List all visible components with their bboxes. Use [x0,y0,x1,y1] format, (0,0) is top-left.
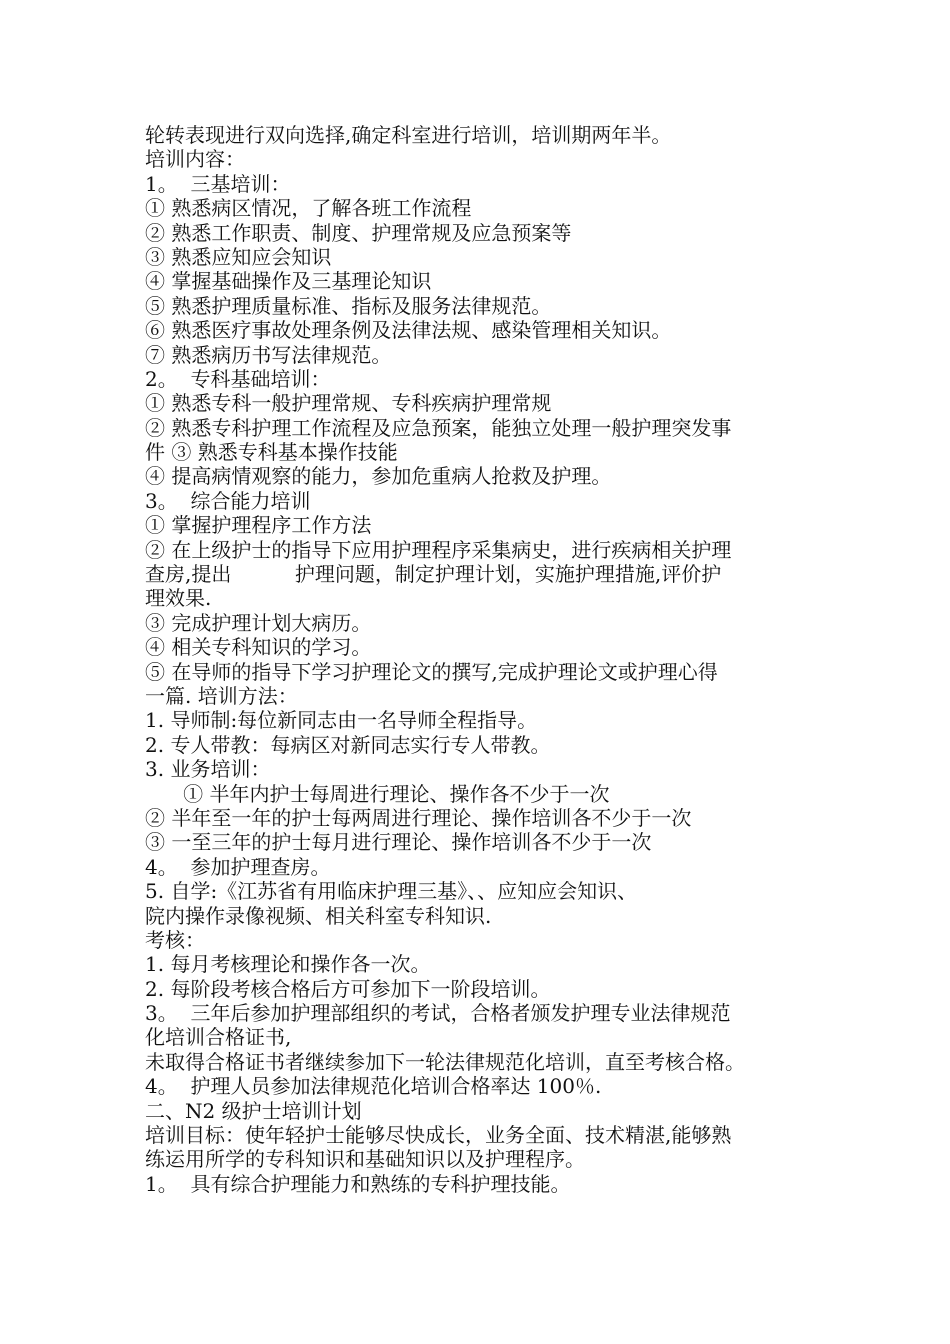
text-line: 培训目标：使年轻护士能够尽快成长，业务全面、技术精湛,能够熟 [145,1123,732,1148]
list-item: ③ 熟悉应知应会知识 [145,244,332,269]
list-item: 件 ③ 熟悉专科基本操作技能 [145,440,398,465]
list-item: ④ 相关专科知识的学习。 [145,635,372,660]
list-item: ⑤ 在导师的指导下学习护理论文的撰写,完成护理论文或护理心得 [145,659,718,684]
text-line: 练运用所学的专科知识和基础知识以及护理程序。 [145,1147,585,1172]
list-item: 1. 每月考核理论和操作各一次。 [145,952,431,977]
list-item: ① 熟悉病区情况，了解各班工作流程 [145,196,472,221]
list-item: ⑥ 熟悉医疗事故处理条例及法律法规、感染管理相关知识。 [145,318,672,343]
list-item: ④ 提高病情观察的能力，参加危重病人抢救及护理。 [145,464,612,489]
list-item: 4。 参加护理查房。 [145,854,331,879]
list-heading: 2。 专科基础培训： [145,366,331,391]
list-item: 1. 导师制:每位新同志由一名导师全程指导。 [145,708,538,733]
list-heading: 1。 三基培训： [145,171,291,196]
list-item: ② 半年至一年的护士每两周进行理论、操作培训各不少于一次 [145,805,692,830]
list-item: ④ 掌握基础操作及三基理论知识 [145,269,432,294]
list-item: ① 掌握护理程序工作方法 [145,513,372,538]
list-item: ⑤ 熟悉护理质量标准、指标及服务法律规范。 [145,293,552,318]
list-item: 2. 专人带教：每病区对新同志实行专人带教。 [145,732,551,757]
section-heading-content: 培训内容： [145,147,245,172]
list-item: 1。 具有综合护理能力和熟练的专科护理技能。 [145,1171,571,1196]
list-item: 院内操作录像视频、相关科室专科知识. [145,903,492,928]
list-item: ⑦ 熟悉病历书写法律规范。 [145,342,392,367]
list-item: ② 在上级护士的指导下应用护理程序采集病史，进行疾病相关护理 [145,537,732,562]
list-heading: 3。 综合能力培训 [145,488,311,513]
document-body [145,123,815,1196]
list-item: ① 熟悉专科一般护理常规、专科疾病护理常规 [145,391,552,416]
list-item: 4。 护理人员参加法律规范化培训合格率达 100％. [145,1074,602,1099]
section-heading-assessment: 考核： [145,927,205,952]
list-item: 理效果. [145,586,212,611]
section-heading-n2: 二、N2 级护士培训计划 [145,1098,362,1123]
section-heading-method: 一篇. 培训方法： [145,683,298,708]
list-item: 未取得合格证书者继续参加下一轮法律规范化培训，直至考核合格。 [145,1049,745,1074]
list-item: ② 熟悉专科护理工作流程及应急预案，能独立处理一般护理突发事 [145,415,732,440]
list-item: ② 熟悉工作职责、制度、护理常规及应急预案等 [145,220,572,245]
list-item: 2. 每阶段考核合格后方可参加下一阶段培训。 [145,976,551,1001]
list-item: 查房,提出 护理问题，制定护理计划，实施护理措施,评价护 [145,562,722,587]
list-item: ① 半年内护士每周进行理论、操作各不少于一次 [145,781,610,806]
list-item: 3. 业务培训： [145,757,271,782]
text-line: 轮转表现进行双向选择,确定科室进行培训，培训期两年半。 [145,123,672,147]
list-item: ③ 一至三年的护士每月进行理论、操作培训各不少于一次 [145,830,652,855]
list-item: 化培训合格证书, [145,1025,292,1050]
list-item: ③ 完成护理计划大病历。 [145,610,372,635]
list-item: 3。 三年后参加护理部组织的考试，合格者颁发护理专业法律规范 [145,1001,731,1026]
list-item: 5. 自学:《江苏省有用临床护理三基》、、应知应会知识、 [145,879,638,904]
